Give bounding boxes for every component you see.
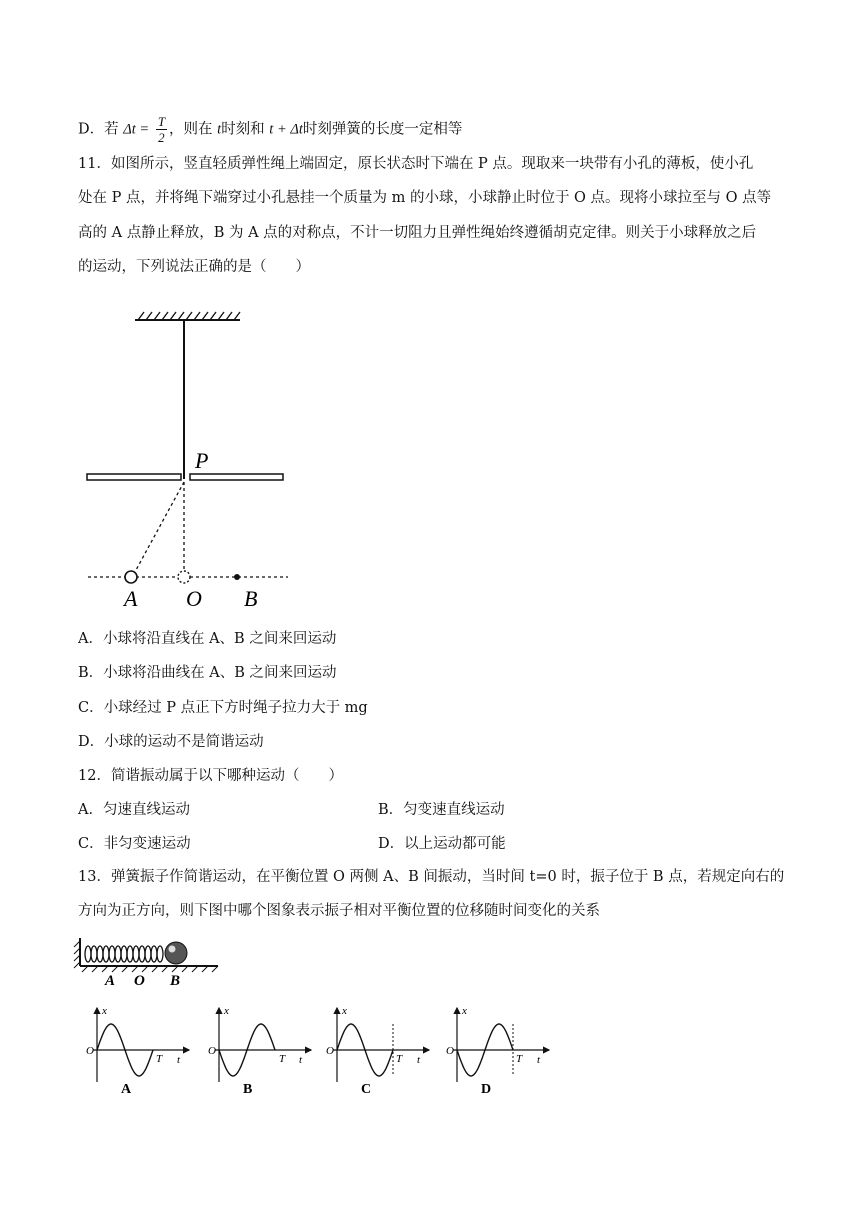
q11-stem-line-3: 高的 A 点静止释放，B 为 A 点的对称点，不计一切阻力且弹性绳始终遵循胡克定律。则关于小球释放之后 bbox=[78, 225, 757, 241]
q11-option-b: B．小球将沿曲线在 A、B 之间来回运动 bbox=[78, 665, 337, 681]
oscillator-ball bbox=[165, 942, 187, 964]
q10-option-d: D．若 Δt = $\frac{T}{2}$ ，则在 t时刻和 t + Δt时刻弹簧的长度一定相等 bbox=[78, 114, 463, 145]
graph-b-y-label: x bbox=[224, 1005, 229, 1017]
graph-c-option-label: C bbox=[361, 1082, 372, 1097]
graph-a-curve bbox=[97, 1024, 153, 1076]
fraction-t-over-2: $\frac{T}{2}$ bbox=[157, 114, 166, 145]
label-p: P bbox=[195, 448, 209, 473]
plate-right bbox=[190, 474, 283, 480]
graph-a-option-label: A bbox=[121, 1082, 132, 1097]
q12-option-c: C．非匀变速运动 bbox=[78, 836, 191, 852]
q10-option-d-label: D．若 bbox=[78, 121, 119, 138]
q12-option-a: A．匀速直线运动 bbox=[78, 802, 190, 818]
spring-label-b: B bbox=[170, 973, 181, 989]
q11-stem-line-1: 11．如图所示，竖直轻质弹性绳上端固定，原长状态时下端在 P 点。现取来一块带有小孔的薄板，使小孔 bbox=[78, 156, 754, 172]
label-o: O bbox=[186, 586, 202, 611]
label-b: B bbox=[244, 586, 258, 611]
ceiling-hatch bbox=[135, 312, 240, 320]
graph-b-x-label: t bbox=[299, 1054, 303, 1066]
graph-a-origin-label: O bbox=[86, 1045, 94, 1057]
graph-b-origin-label: O bbox=[208, 1045, 216, 1057]
q13-stem-line-2: 方向为正方向，则下图中哪个图象表示振子相对平衡位置的位移随时间变化的关系 bbox=[78, 903, 600, 919]
spring-label-o: O bbox=[134, 973, 145, 989]
graph-a-x-label: t bbox=[177, 1054, 181, 1066]
q13-stem-line-1: 13．弹簧振子作简谐运动，在平衡位置 O 两侧 A、B 间振动，当时间 t=0 时，振子位于 B 点，若规定向右的 bbox=[78, 869, 785, 885]
graph-c-period-label: T bbox=[396, 1053, 403, 1065]
label-a: A bbox=[124, 586, 138, 611]
ball-at-a bbox=[125, 571, 137, 583]
graph-d-y-label: x bbox=[462, 1005, 467, 1017]
graph-a-period-label: T bbox=[156, 1053, 163, 1065]
q11-stem-line-2: 处在 P 点，并将绳下端穿过小孔悬挂一个质量为 m 的小球，小球静止时位于 O 点。现将小球拉至与 O 点等 bbox=[78, 190, 772, 206]
q12-option-d: D．以上运动都可能 bbox=[378, 836, 506, 852]
delta-t: Δt = bbox=[123, 121, 150, 138]
q12-option-b: B．匀变速直线运动 bbox=[378, 802, 505, 818]
q11-option-a: A．小球将沿直线在 A、B 之间来回运动 bbox=[78, 631, 337, 647]
graph-b-curve bbox=[219, 1024, 275, 1076]
spring-label-a: A bbox=[105, 973, 116, 989]
plate-left bbox=[87, 474, 181, 480]
graph-b-period-label: T bbox=[279, 1053, 286, 1065]
graph-d-curve bbox=[457, 1024, 513, 1076]
point-b bbox=[234, 574, 240, 580]
ball-at-o bbox=[178, 571, 190, 583]
q11-option-c: C．小球经过 P 点正下方时绳子拉力大于 mg bbox=[78, 700, 368, 716]
graph-b-option-label: B bbox=[243, 1082, 253, 1097]
graph-d-origin-label: O bbox=[446, 1045, 454, 1057]
q11-option-d: D．小球的运动不是简谐运动 bbox=[78, 734, 264, 750]
q12-stem: 12．简谐振动属于以下哪种运动（ ） bbox=[78, 768, 343, 784]
graph-c-curve bbox=[337, 1024, 393, 1076]
graph-d-x-label: t bbox=[537, 1054, 541, 1066]
graph-c-y-label: x bbox=[342, 1005, 347, 1017]
graph-d-period-label: T bbox=[516, 1053, 523, 1065]
graph-a-y-label: x bbox=[102, 1005, 107, 1017]
q11-stem-line-4: 的运动，下列说法正确的是（ ） bbox=[78, 259, 310, 275]
graph-c-origin-label: O bbox=[326, 1045, 334, 1057]
graph-c-x-label: t bbox=[417, 1054, 421, 1066]
spring-coils bbox=[85, 946, 163, 962]
graph-d-option-label: D bbox=[481, 1082, 492, 1097]
